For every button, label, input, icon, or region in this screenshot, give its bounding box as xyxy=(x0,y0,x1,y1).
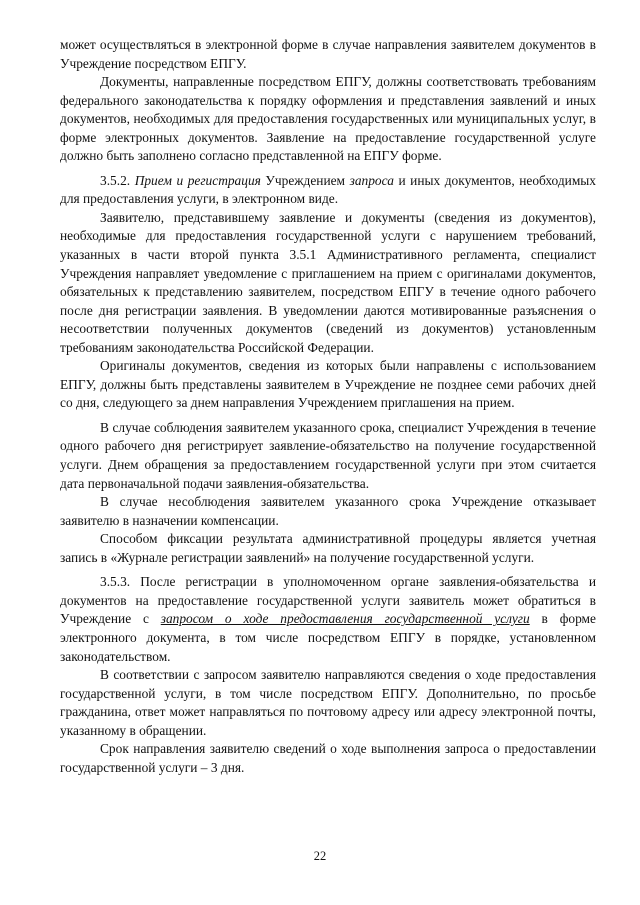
section-3-5-2-number: 3.5.2. xyxy=(100,172,135,188)
section-3-5-3-paragraph xyxy=(60,573,596,666)
paragraph-notification: Заявителю, представившему заявление и документы (сведения из документов), необходимые для предоставления государственной услуги с нарушением требований, указанных в части второй пункта 3.5.1 Административного регламента, специалист Учреждения направляет уведомление с приглашением на прием с оригиналами документов, обязательных к представлению заявителем, посредством ЕПГУ в течение одного рабочего после дня регистрации заявления. В уведомлении даются мотивированные разъяснения о несоответствии полученных документов (сведений из документов) установленным требованиям законодательства Российской Федерации. xyxy=(60,209,596,355)
section-3-5-3-text: 3.5.3. После регистрации в уполномоченном органе заявления-обязательства и документов на предоставление государственной услуги заявитель может обратиться в Учреждение с xyxy=(60,574,596,627)
section-3-5-2-text-end: и иных документов, необходимых для предоставления услуги, в электронном виде. xyxy=(60,172,596,207)
paragraph-non-compliance: В случае несоблюдения заявителем указанного срока Учреждение отказывает заявителю в назначении компенсации. xyxy=(60,494,596,528)
paragraph-electronic-documents: Документы, направленные посредством ЕПГУ, должны соответствовать требованиям федерального законодательства к порядку оформления и представления заявлений и иных документов, необходимых для предоставления государственных или муниципальных услуг, в форме электронных документов. Заявление на предоставление государственной услуге должно быть заполнено согласно представленной на ЕПГУ форме. xyxy=(60,74,596,164)
section-3-5-3-text-end: в форме электронного документа, в том числе посредством ЕПГУ в порядке, установленном законодательством. xyxy=(60,611,596,664)
paragraph-continuation: может осуществляться в электронной форме в случае направления заявителем документов в Учреждение посредством ЕПГУ. xyxy=(60,37,596,71)
section-3-5-2-text: Учреждением xyxy=(260,172,350,188)
paragraph-deadline: Срок направления заявителю сведений о ходе выполнения запроса о предоставлении государственной услуги – 3 дня. xyxy=(60,741,596,775)
section-3-5-3-italic-status-request: запросом о ходе предоставления государственной услуги xyxy=(160,611,530,627)
section-3-5-2-italic-reception: Прием и регистрация xyxy=(134,172,261,188)
document-page xyxy=(60,36,596,777)
page-number: 22 xyxy=(313,849,327,863)
section-3-5-2-italic-request: запроса xyxy=(349,172,394,188)
paragraph-originals: Оригиналы документов, сведения из которых были направлены с использованием ЕПГУ, должны быть представлены заявителем в Учреждение не позднее семи рабочих дней со дня, следующего за днем направления Учреждением приглашения на прием. xyxy=(60,358,596,411)
paragraph-compliance: В случае соблюдения заявителем указанного срока, специалист Учреждения в течение одного рабочего дня регистрирует заявление-обязательство на получение государственной услуги. Днем обращения за предоставлением государственной услуги при этом считается дата первоначальной подачи заявления-обязательства. xyxy=(60,419,596,491)
paragraph-status-info: В соответствии с запросом заявителю направляются сведения о ходе предоставления государственной услуги, в том числе посредством ЕПГУ. Дополнительно, по просьбе гражданина, ответ может направляться по почтовому адресу или адресу электронной почты, указанному в обращении. xyxy=(60,667,596,738)
paragraph-fixation: Способом фиксации результата административной процедуры является учетная запись в «Журнале регистрации заявлений» на получение государственной услуги. xyxy=(60,531,596,565)
section-3-5-2-heading xyxy=(60,172,596,209)
